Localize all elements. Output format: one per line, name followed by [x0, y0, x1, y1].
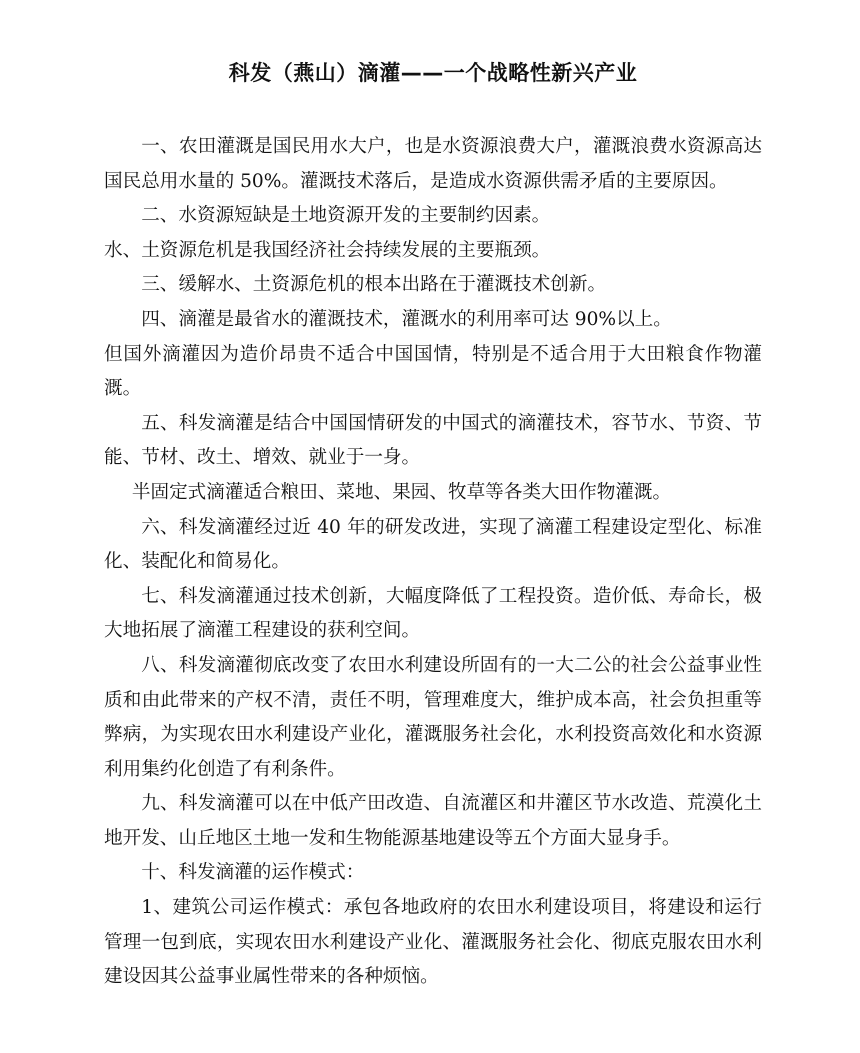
paragraph-13: 十、科发滴灌的运作模式：	[141, 862, 365, 884]
paragraph-1: 一、农田灌溉是国民用水大户，也是水资源浪费大户，灌溉浪费水资源高达国民总用水量的 50%。灌溉技术落后，是造成水资源供需矛盾的主要原因。	[104, 136, 762, 192]
paragraph-14: 1、建筑公司运作模式：承包各地政府的农田水利建设项目，将建设和运行管理一包到底，实现农田水利建设产业化、灌溉服务社会化、彻底克服农田水利建设因其公益事业属性带来的各种烦恼。	[104, 897, 762, 988]
document-body	[104, 130, 762, 995]
paragraph-9: 六、科发滴灌经过近 40 年的研发改进，实现了滴灌工程建设定型化、标准化、装配化和简易化。	[104, 516, 762, 573]
paragraph-5: 四、滴灌是最省水的灌溉技术，灌溉水的利用率可达 90%以上。	[141, 308, 672, 330]
paragraph-4: 三、缓解水、土资源危机的根本出路在于灌溉技术创新。	[141, 274, 607, 296]
paragraph-10: 七、科发滴灌通过技术创新，大幅度降低了工程投资。造价低、寿命长，极大地拓展了滴灌工程建设的获利空间。	[104, 585, 762, 642]
document-title: 科发（燕山）滴灌——一个战略性新兴产业	[228, 61, 638, 85]
paragraph-2: 二、水资源短缺是土地资源开发的主要制约因素。	[141, 205, 551, 227]
paragraph-3: 水、土资源危机是我国经济社会持续发展的主要瓶颈。	[104, 239, 551, 261]
paragraph-7: 五、科发滴灌是结合中国国情研发的中国式的滴灌技术，容节水、节资、节能、节材、改土、增效、就业于一身。	[104, 412, 762, 469]
paragraph-8: 半固定式滴灌适合粮田、菜地、果园、牧草等各类大田作物灌溉。	[131, 481, 672, 503]
paragraph-6: 但国外滴灌因为造价昂贵不适合中国国情，特别是不适合用于大田粮食作物灌溉。	[104, 343, 762, 400]
paragraph-12: 九、科发滴灌可以在中低产田改造、自流灌区和井灌区节水改造、荒漠化土地开发、山丘地区土地一发和生物能源基地建设等五个方面大显身手。	[104, 793, 762, 849]
paragraph-11: 八、科发滴灌彻底改变了农田水利建设所固有的一大二公的社会公益事业性质和由此带来的产权不清，责任不明，管理难度大，维护成本高，社会负担重等弊病，为实现农田水利建设产业化，灌溉服务社会化，水利投资高效化和水资源利用集约化创造了有利条件。	[104, 654, 762, 780]
